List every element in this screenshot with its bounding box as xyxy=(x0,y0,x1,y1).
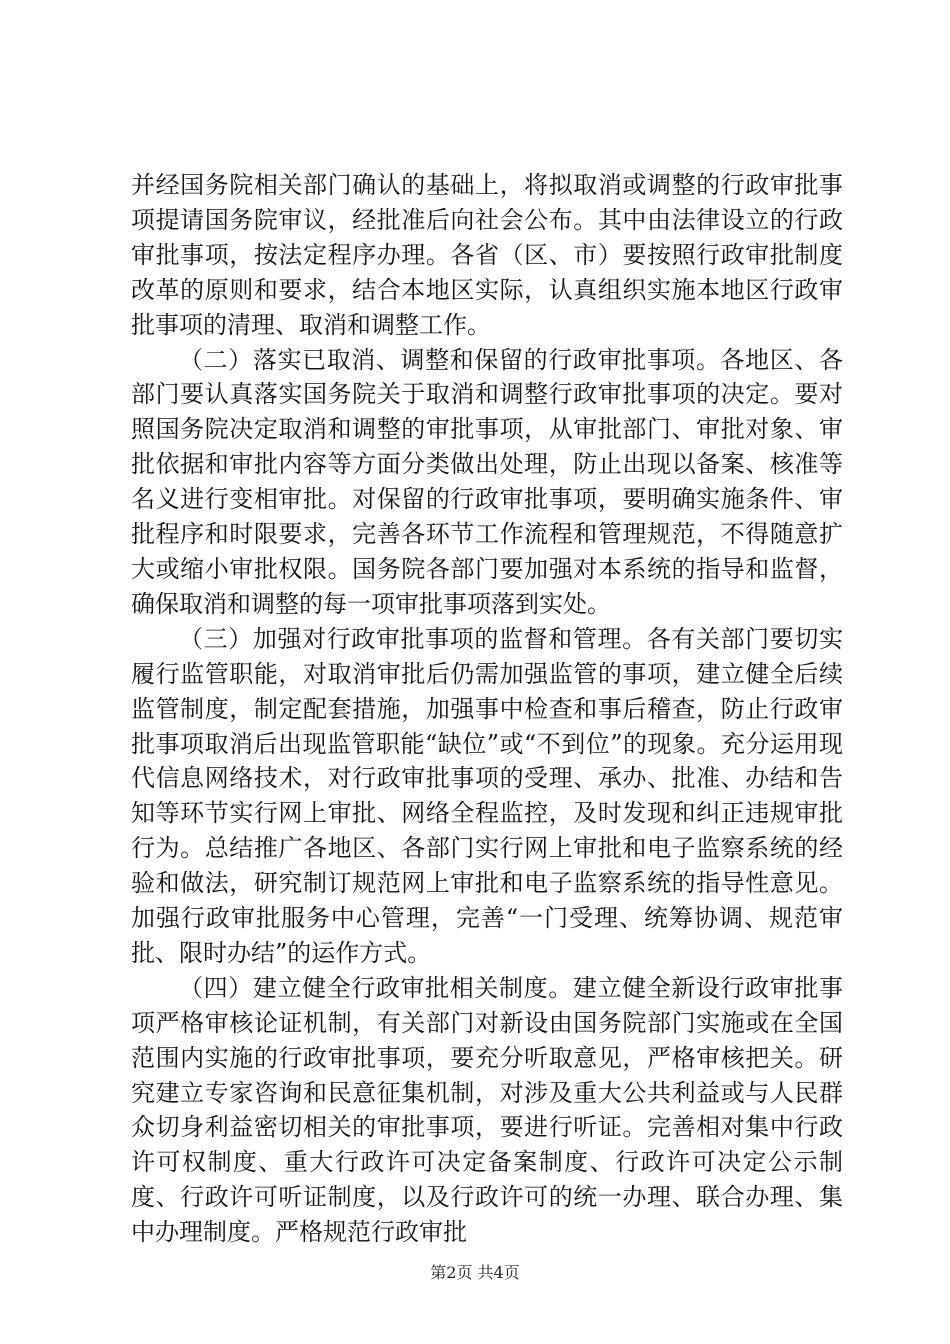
paragraph-1: 并经国务院相关部门确认的基础上，将拟取消或调整的行政审批事项提请国务院审议，经批准后向社会公布。其中由法律设立的行政审批事项，按法定程序办理。各省（区、市）要按照行政审批制度改革的原则和要求，结合本地区实际，认真组织实施本地区行政审批事项的清理、取消和调整工作。 xyxy=(131,171,843,339)
paragraph-3: （三）加强对行政审批事项的监督和管理。各有关部门要切实履行监管职能，对取消审批后仍需加强监管的事项，建立健全后续监管制度，制定配套措施，加强事中检查和事后稽查，防止行政审批事项取消后出现监管职能“缺位”或“不到位”的现象。充分运用现代信息网络技术，对行政审批事项的受理、承办、批准、办结和告知等环节实行网上审批、网络全程监控，及时发现和纠正违规审批行为。总结推广各地区、各部门实行网上审批和电子监察系统的经验和做法，研究制订规范网上审批和电子监察系统的指导性意见。加强行政审批服务中心管理，完善“一门受理、统筹协调、规范审批、限时办结”的运作方式。 xyxy=(131,624,843,967)
document-body xyxy=(131,168,843,1250)
paragraph-2: （二）落实已取消、调整和保留的行政审批事项。各地区、各部门要认真落实国务院关于取消和调整行政审批事项的决定。要对照国务院决定取消和调整的审批事项，从审批部门、审批对象、审批依据和审批内容等方面分类做出处理，防止出现以备案、核准等名义进行变相审批。对保留的行政审批事项，要明确实施条件、审批程序和时限要求，完善各环节工作流程和管理规范，不得随意扩大或缩小审批权限。国务院各部门要加强对本系统的指导和监督，确保取消和调整的每一项审批事项落到实处。 xyxy=(131,345,843,618)
paragraph-4: （四）建立健全行政审批相关制度。建立健全新设行政审批事项严格审核论证机制，有关部门对新设由国务院部门实施或在全国范围内实施的行政审批事项，要充分听取意见，严格审核把关。研究建立专家咨询和民意征集机制，对涉及重大公共利益或与人民群众切身利益密切相关的审批事项，要进行听证。完善相对集中行政许可权制度、重大行政许可决定备案制度、行政许可决定公示制度、行政许可听证制度，以及行政许可的统一办理、联合办理、集中办理制度。严格规范行政审批 xyxy=(131,973,843,1247)
page-footer: 第2页 共4页 xyxy=(430,1263,520,1282)
